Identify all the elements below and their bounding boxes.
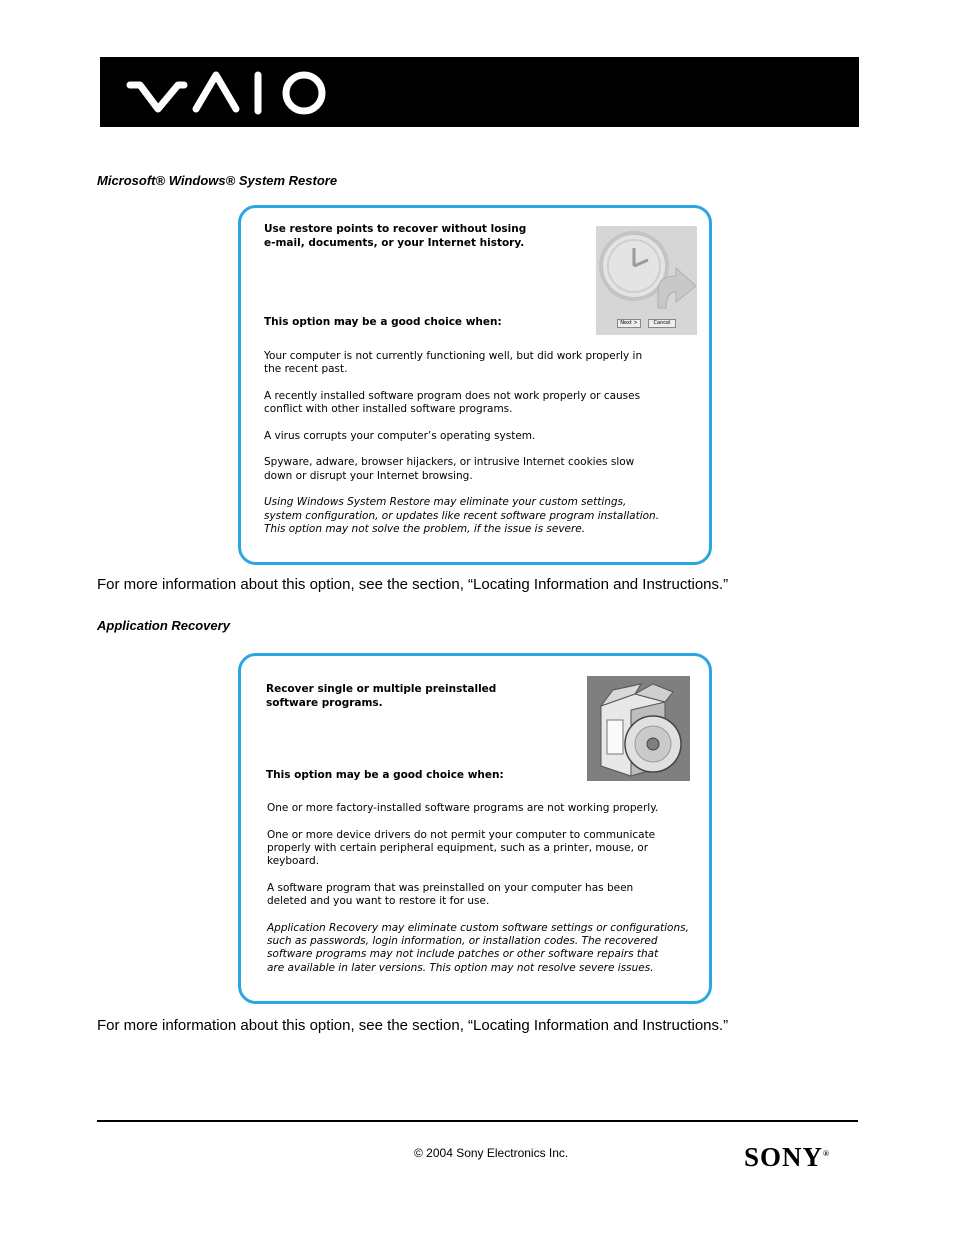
application-recovery-image	[587, 676, 690, 781]
more-info-system-restore: For more information about this option, see the section, “Locating Information and Instructions.”	[97, 576, 729, 593]
vaio-logo	[126, 69, 336, 115]
list-item: One or more device drivers do not permit your computer to communicate properly with certain peripheral equipment, such as a printer, mouse, or keyboard.	[267, 828, 656, 868]
footer-divider	[97, 1120, 858, 1122]
list-item: One or more factory-installed software programs are not working properly.	[267, 802, 659, 814]
list-item: A software program that was preinstalled on your computer has been deleted and you want to restore it for use.	[267, 881, 634, 908]
panel-lead: Recover single or multiple preinstalled software programs.	[266, 683, 497, 709]
panel-body	[267, 802, 707, 988]
more-info-application-recovery: For more information about this option, see the section, “Locating Information and Instructions.”	[97, 1017, 729, 1034]
header-bar	[100, 57, 859, 127]
cancel-button[interactable]: Cancel	[648, 319, 676, 328]
good-choice-label: This option may be a good choice when:	[264, 316, 502, 328]
section-heading-application-recovery: Application Recovery	[97, 618, 230, 633]
list-item: A virus corrupts your computer’s operating system.	[264, 429, 536, 442]
list-item: A recently installed software program does not work properly or causes conflict with other installed software programs.	[264, 389, 641, 416]
next-button[interactable]: Next >	[617, 319, 641, 328]
software-box-cd-icon	[587, 676, 690, 781]
system-restore-panel	[238, 205, 712, 565]
panel-lead: Use restore points to recover without losing e-mail, documents, or your Internet history.	[264, 223, 527, 249]
panel-note: Using Windows System Restore may eliminate your custom settings, system configuration, or updates like recent software program installation. This option may not solve the problem, if the issue is severe.	[264, 496, 660, 535]
panel-body	[264, 350, 704, 549]
copyright-text: © 2004 Sony Electronics Inc.	[414, 1146, 569, 1160]
list-item: Your computer is not currently functioning well, but did work properly in the recent past.	[264, 350, 643, 376]
application-recovery-panel	[238, 653, 712, 1004]
system-restore-image	[596, 226, 697, 335]
panel-note: Application Recovery may eliminate custom software settings or configurations, such as passwords, login information, or installation codes. The recovered software programs may not include patches or other software repairs that are available in later versions. This option may not resolve severe issues.	[267, 921, 689, 974]
clock-restore-icon	[596, 226, 697, 316]
section-heading-system-restore: Microsoft® Windows® System Restore	[97, 173, 338, 188]
sony-logo: SONY®	[744, 1142, 829, 1172]
list-item: Spyware, adware, browser hijackers, or intrusive Internet cookies slow down or disrupt your Internet browsing.	[264, 456, 635, 482]
good-choice-label: This option may be a good choice when:	[266, 769, 504, 781]
